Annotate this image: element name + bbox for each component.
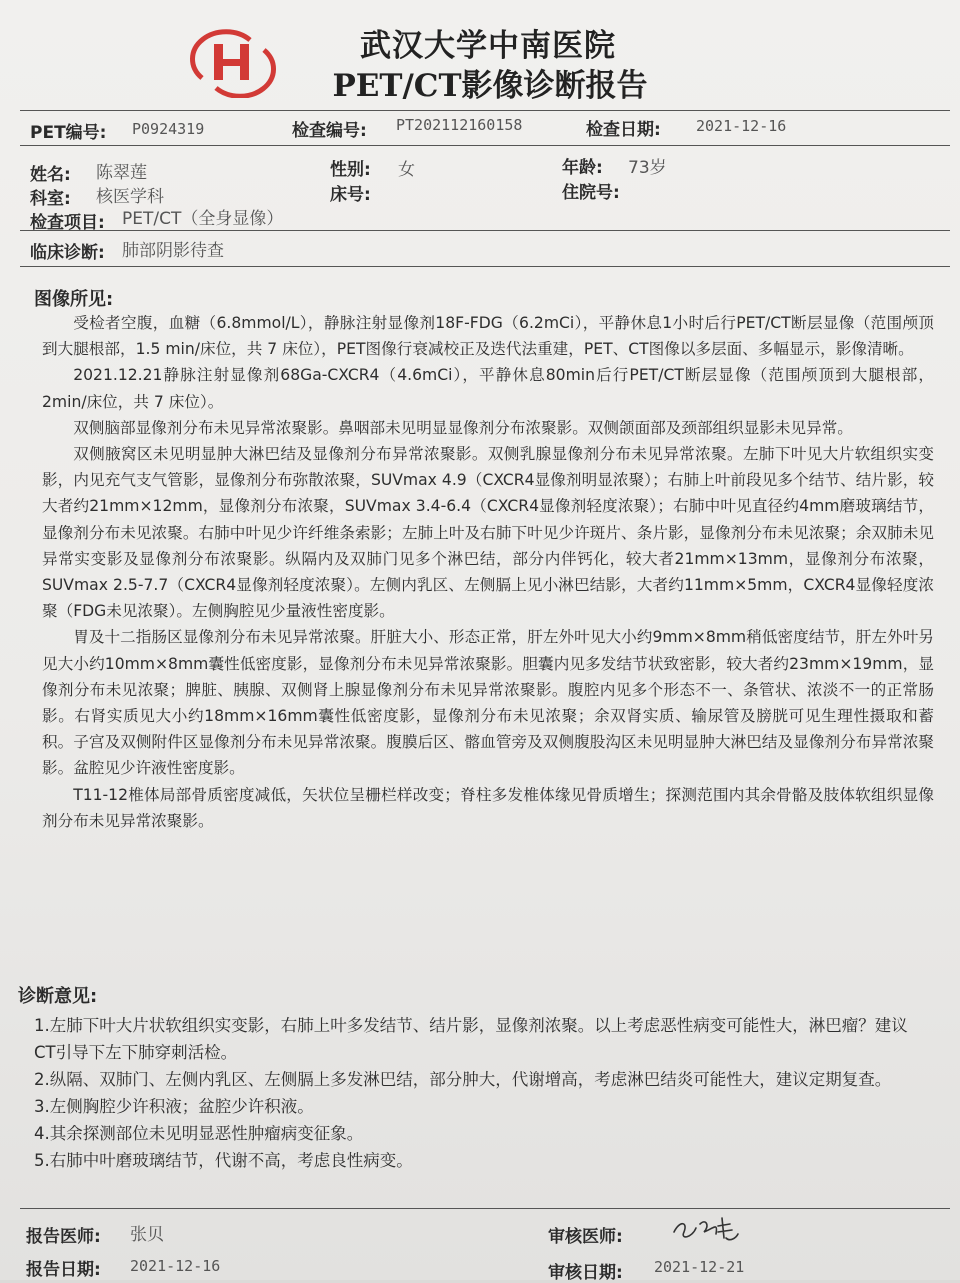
diagnosis-body (34, 1012, 926, 1174)
exam-item-label: 检查项目: (30, 213, 105, 233)
hospital-logo (188, 28, 278, 98)
diagnosis-item: 1.左肺下叶大片状软组织实变影，右肺上叶多发结节、结片影，显像剂浓聚。以上考虑恶性病变可能性大，淋巴瘤？建议CT引导下左下肺穿刺活检。 (34, 1016, 908, 1062)
diagnosis-item: 3.左侧胸腔少许积液；盆腔少许积液。 (34, 1097, 314, 1116)
exam-date-label: 检查日期: (586, 120, 661, 140)
doctor-value: 张贝 (130, 1225, 164, 1245)
exam-date-value: 2021-12-16 (696, 117, 787, 135)
clinical-value: 肺部阴影待查 (122, 241, 224, 261)
diagnosis-title: 诊断意见: (18, 986, 98, 1007)
report-date-value: 2021-12-16 (130, 1257, 221, 1275)
age-label: 年龄: (562, 158, 603, 178)
inpatient-label: 住院号: (562, 183, 620, 203)
report-title: PET/CT影像诊断报告 (332, 68, 648, 104)
review-date-value: 2021-12-21 (654, 1258, 745, 1276)
findings-paragraph: 胃及十二指肠区显像剂分布未见异常浓聚。肝脏大小、形态正常，肝左外叶见大小约9mm×8mm稍低密度结节，肝左外叶另见大小约10mm×8mm囊性低密度影，显像剂分布未见异常浓聚影。胆囊内见多发结节状致密影，较大者约23mm×19mm，显像剂分布未见浓聚；脾脏、胰腺、双侧肾上腺显像剂分布未见异常浓聚影。腹腔内见多个形态不一、条管状、浓淡不一的正常肠影。右肾实质见大小约18mm×16mm囊性低密度影，显像剂分布未见浓聚；余双肾实质、输尿管及膀胱可见生理性摄取和蓄积。子宫及双侧附件区显像剂分布未见异常浓聚。腹膜后区、髂血管旁及双侧腹股沟区未见明显肿大淋巴结及显像剂分布异常浓聚影。盆腔见少许液性密度影。 (42, 628, 934, 778)
divider (20, 110, 950, 111)
findings-body (42, 310, 934, 834)
diagnosis-item: 5.右肺中叶磨玻璃结节，代谢不高，考虑良性病变。 (34, 1151, 413, 1170)
name-value: 陈翠莲 (96, 163, 147, 183)
dept-label: 科室: (30, 189, 71, 209)
findings-paragraph: 受检者空腹，血糖（6.8mmol/L），静脉注射显像剂18F-FDG（6.2mCi），平静休息1小时后行PET/CT断层显像（范围颅顶到大腿根部，1.5 min/床位，共 7 床位），PET图像行衰减校正及迭代法重建，PET、CT图像以多层面、多幅显示，影像清晰。 (42, 314, 934, 359)
divider (20, 266, 950, 267)
exam-no-value: PT202112160158 (396, 116, 523, 134)
exam-no-label: 检查编号: (292, 121, 367, 141)
divider (20, 230, 950, 231)
findings-paragraph: T11-12椎体局部骨质密度减低，矢状位呈栅栏样改变；脊柱多发椎体缘见骨质增生；探测范围内其余骨骼及肢体软组织显像剂分布未见异常浓聚影。 (42, 785, 934, 830)
diagnosis-item: 4.其余探测部位未见明显恶性肿瘤病变征象。 (34, 1124, 364, 1143)
report-date-label: 报告日期: (26, 1260, 101, 1280)
dept-value: 核医学科 (96, 187, 164, 207)
sex-value: 女 (398, 160, 415, 180)
pet-no-label: PET编号: (30, 123, 107, 143)
reviewer-signature (666, 1208, 776, 1248)
reviewer-label: 审核医师: (548, 1227, 623, 1247)
age-value: 73岁 (628, 158, 667, 178)
divider (20, 1208, 950, 1209)
name-label: 姓名: (30, 165, 71, 185)
divider (20, 145, 950, 146)
findings-paragraph: 2021.12.21静脉注射显像剂68Ga-CXCR4（4.6mCi），平静休息80min后行PET/CT断层显像（范围颅顶到大腿根部，2min/床位，共 7 床位）。 (42, 366, 934, 411)
diagnosis-item: 2.纵隔、双肺门、左侧内乳区、左侧膈上多发淋巴结，部分肿大，代谢增高，考虑淋巴结炎可能性大，建议定期复查。 (34, 1070, 892, 1089)
pet-no-value: P0924319 (132, 120, 205, 138)
hospital-name: 武汉大学中南医院 (360, 28, 616, 64)
findings-title: 图像所见: (34, 289, 114, 310)
doctor-label: 报告医师: (26, 1227, 101, 1247)
review-date-label: 审核日期: (548, 1263, 623, 1283)
findings-paragraph: 双侧脑部显像剂分布未见异常浓聚影。鼻咽部未见明显显像剂分布浓聚影。双侧颌面部及颈部组织显影未见异常。 (73, 418, 853, 437)
exam-item-value: PET/CT（全身显像） (122, 209, 284, 229)
clinical-label: 临床诊断: (30, 243, 105, 263)
bed-label: 床号: (330, 185, 371, 205)
findings-paragraph: 双侧腋窝区未见明显肿大淋巴结及显像剂分布异常浓聚影。双侧乳腺显像剂分布未见异常浓聚。左肺下叶见大片软组织实变影，内见充气支气管影，显像剂分布弥散浓聚，SUVmax 4.9（CXCR4显像剂明显浓聚）；右肺上叶前段见多个结节、结片影，较大者约21mm×12mm，显像剂分布浓聚，SUVmax 3.4-6.4（CXCR4显像剂轻度浓聚）；右肺中叶见直径约4mm磨玻璃结节，显像剂分布未见浓聚。右肺中叶见少许纤维条索影；左肺上叶及右肺下叶见少许斑片、条片影，显像剂分布未见浓聚；余双肺未见异常实变影及显像剂分布浓聚影。纵隔内及双肺门见多个淋巴结，部分内伴钙化，较大者21mm×13mm，显像剂分布浓聚，SUVmax 2.5-7.7（CXCR4显像剂轻度浓聚）。左侧内乳区、左侧膈上见小淋巴结影，大者约11mm×5mm，CXCR4显像轻度浓聚（FDG未见浓聚）。左侧胸腔见少量液性密度影。 (42, 445, 934, 621)
sex-label: 性别: (330, 160, 371, 180)
